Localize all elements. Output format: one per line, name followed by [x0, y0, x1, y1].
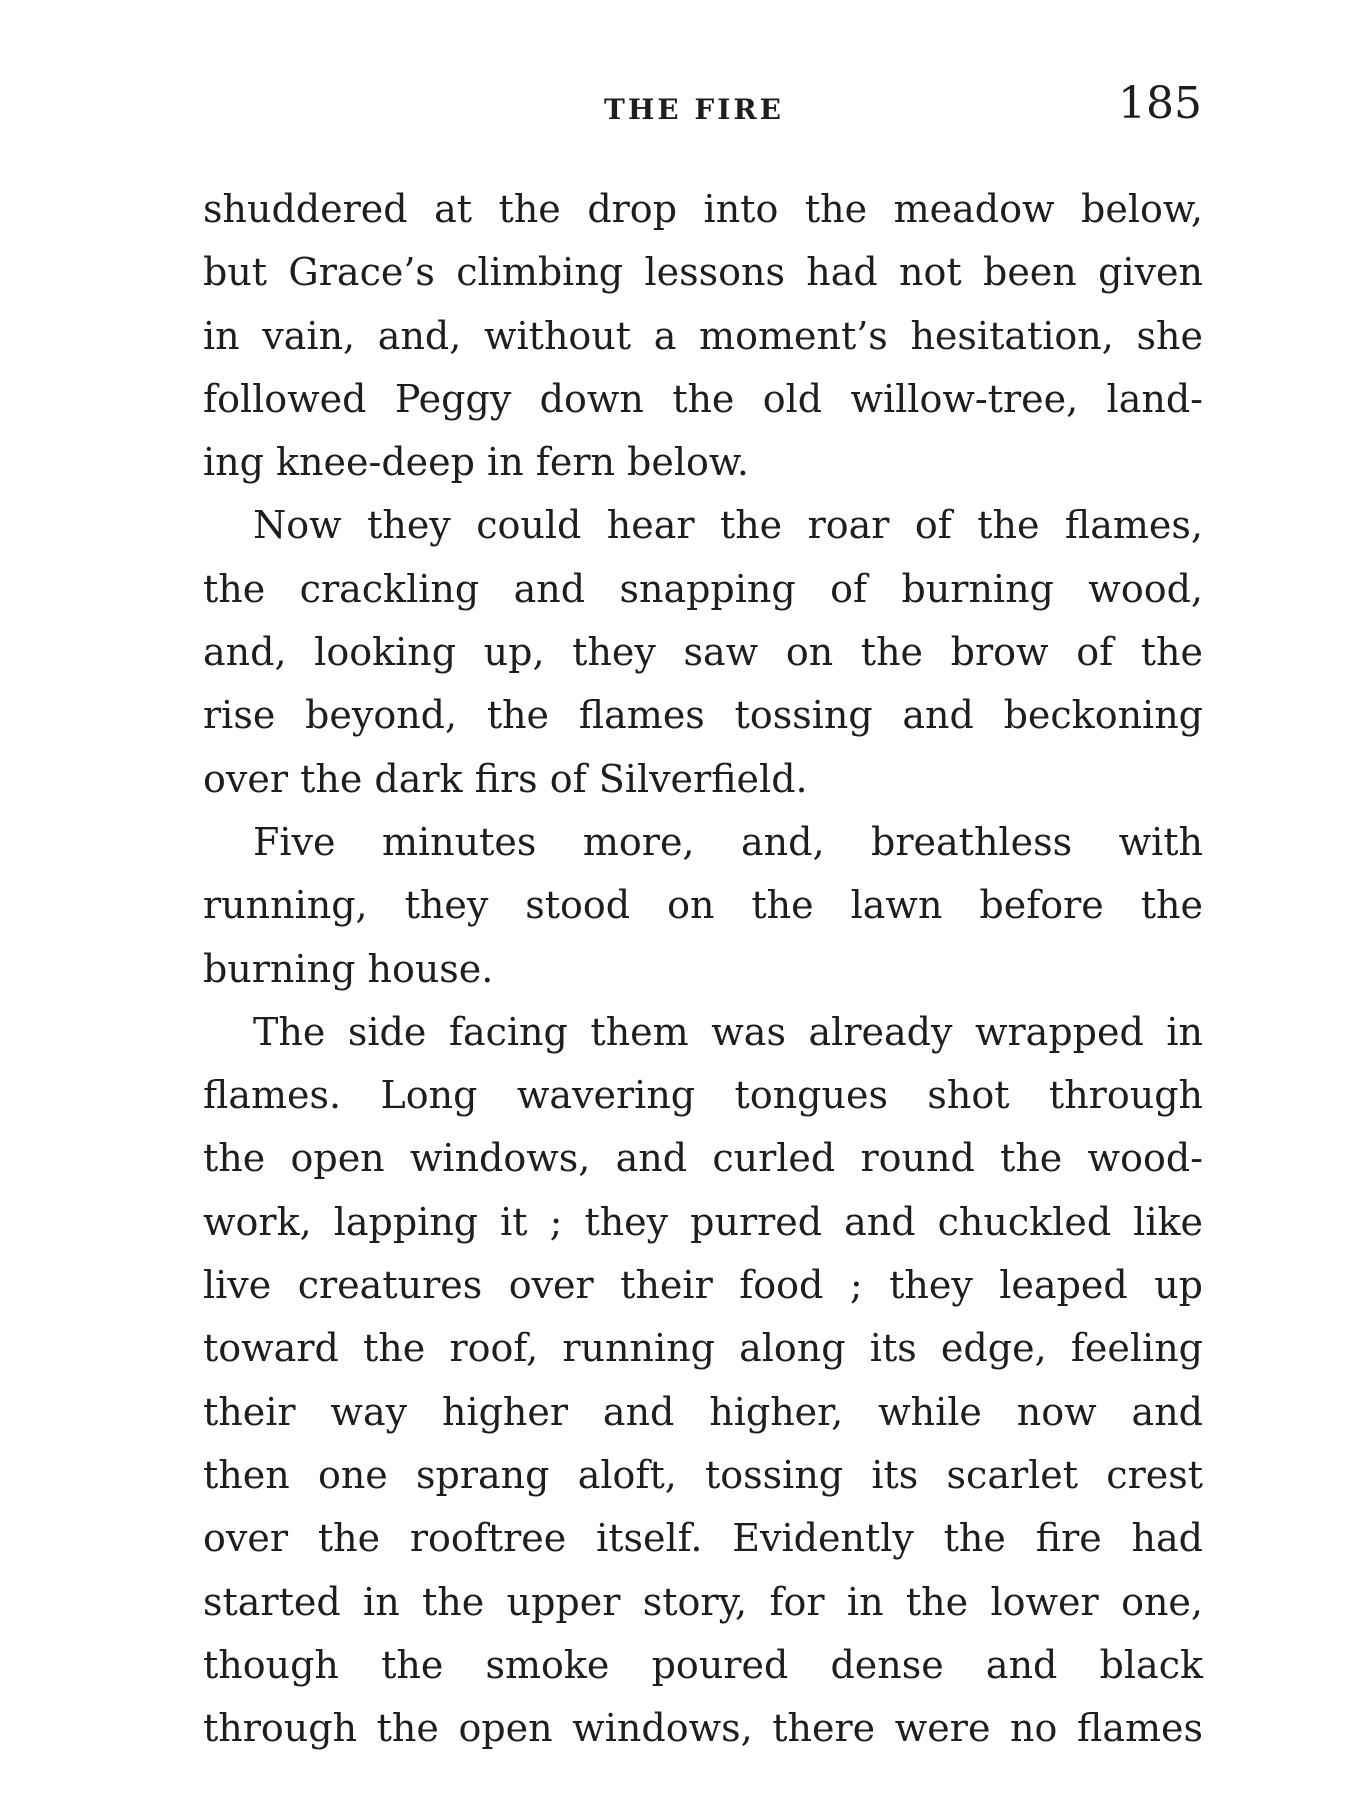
text-line: though the smoke poured dense and black: [203, 1642, 1203, 1687]
text-line: through the open windows, there were no flames: [203, 1706, 1203, 1751]
running-head: [0, 74, 1359, 134]
text-line: toward the roof, running along its edge, feeling: [203, 1326, 1203, 1371]
text-line: followed Peggy down the old willow-tree, land-: [203, 376, 1203, 421]
text-line: ing knee-deep in fern below.: [203, 440, 749, 485]
text-line: Now they could hear the roar of the flames,: [253, 503, 1203, 548]
text-line: live creatures over their food ; they leaped up: [203, 1263, 1203, 1308]
text-line: running, they stood on the lawn before the: [203, 883, 1203, 928]
text-line: started in the upper story, for in the lower one,: [203, 1579, 1203, 1624]
running-title: THE FIRE: [604, 93, 784, 126]
paragraph: [203, 811, 1203, 1001]
paragraph: [203, 178, 1203, 494]
text-line: burning house.: [203, 946, 494, 991]
text-line: rise beyond, the flames tossing and beckoning: [203, 693, 1203, 738]
body-text: [203, 178, 1203, 1760]
text-line: shuddered at the drop into the meadow below,: [203, 187, 1203, 231]
page-number: 185: [1118, 78, 1202, 129]
text-line: The side facing them was already wrapped in: [253, 1009, 1203, 1054]
text-line: Five minutes more, and, breathless with: [253, 819, 1203, 864]
text-line: flames. Long wavering tongues shot through: [203, 1073, 1203, 1118]
paragraph: [203, 494, 1203, 810]
text-line: their way higher and higher, while now and: [203, 1389, 1203, 1434]
text-line: the open windows, and curled round the wood-: [203, 1136, 1203, 1181]
text-line: work, lapping it ; they purred and chuckled like: [203, 1199, 1203, 1244]
text-line: then one sprang aloft, tossing its scarlet crest: [203, 1452, 1203, 1497]
text-line: and, looking up, they saw on the brow of the: [203, 630, 1203, 675]
text-line: the crackling and snapping of burning wood,: [203, 566, 1203, 611]
text-line: over the dark firs of Silverfield.: [203, 756, 808, 801]
text-line: in vain, and, without a moment’s hesitation, she: [203, 313, 1203, 358]
text-line: but Grace’s climbing lessons had not been given: [203, 250, 1203, 295]
text-line: over the rooftree itself. Evidently the fire had: [203, 1516, 1203, 1561]
paragraph: [203, 1001, 1203, 1761]
